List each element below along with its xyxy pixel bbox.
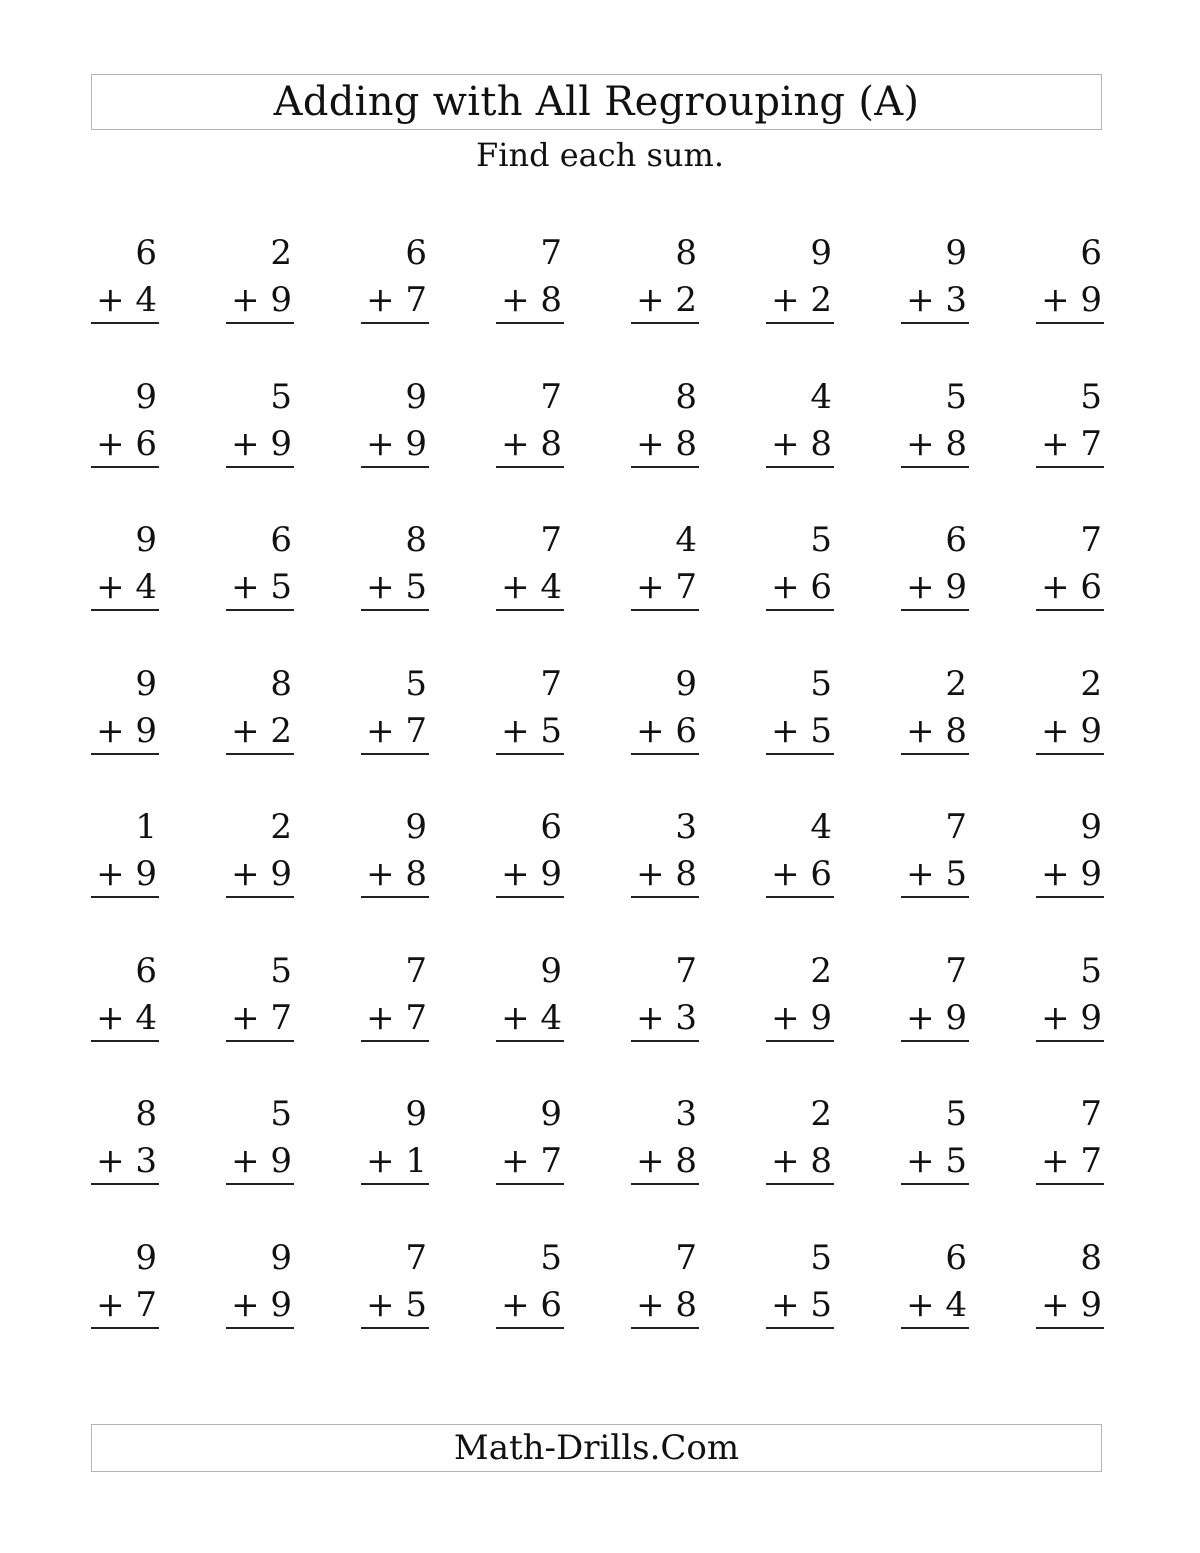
addend-top: 6 — [1080, 233, 1102, 273]
answer-line — [226, 322, 294, 324]
addend-top: 9 — [405, 807, 427, 847]
answer-line — [1036, 1040, 1104, 1042]
answer-line — [1036, 1183, 1104, 1185]
problem-r6-c3 — [361, 951, 429, 1044]
addend-bottom: + 7 — [1041, 1141, 1102, 1181]
problem-r6-c2 — [226, 951, 294, 1044]
addend-top: 2 — [945, 664, 967, 704]
addend-bottom: + 4 — [501, 567, 562, 607]
answer-line — [496, 753, 564, 755]
answer-line — [766, 322, 834, 324]
answer-line — [631, 322, 699, 324]
answer-line — [361, 609, 429, 611]
answer-line — [91, 609, 159, 611]
problem-r2-c6 — [766, 377, 834, 470]
problem-r5-c3 — [361, 807, 429, 900]
addend-bottom: + 8 — [906, 424, 967, 464]
addend-bottom: + 4 — [501, 998, 562, 1038]
addend-bottom: + 7 — [636, 567, 697, 607]
problem-r3-c1 — [91, 520, 159, 613]
addend-bottom: + 8 — [771, 424, 832, 464]
problem-r4-c6 — [766, 664, 834, 757]
addend-bottom: + 6 — [96, 424, 157, 464]
addend-bottom: + 9 — [1041, 711, 1102, 751]
problem-r1-c6 — [766, 233, 834, 326]
answer-line — [496, 466, 564, 468]
problem-r1-c2 — [226, 233, 294, 326]
problem-r3-c7 — [901, 520, 969, 613]
answer-line — [901, 322, 969, 324]
problem-r4-c2 — [226, 664, 294, 757]
problem-r8-c4 — [496, 1238, 564, 1331]
addend-top: 3 — [675, 1094, 697, 1134]
problem-r3-c3 — [361, 520, 429, 613]
problem-r5-c7 — [901, 807, 969, 900]
addend-top: 2 — [270, 233, 292, 273]
addend-bottom: + 5 — [906, 854, 967, 894]
answer-line — [226, 1040, 294, 1042]
addend-top: 9 — [270, 1238, 292, 1278]
answer-line — [1036, 1327, 1104, 1329]
addend-bottom: + 3 — [636, 998, 697, 1038]
addend-bottom: + 6 — [771, 854, 832, 894]
addend-bottom: + 9 — [231, 1141, 292, 1181]
addend-top: 7 — [1080, 520, 1102, 560]
addend-top: 5 — [270, 951, 292, 991]
answer-line — [901, 1183, 969, 1185]
problem-r5-c6 — [766, 807, 834, 900]
addend-top: 9 — [135, 664, 157, 704]
answer-line — [91, 896, 159, 898]
addend-top: 5 — [270, 377, 292, 417]
addend-top: 7 — [405, 1238, 427, 1278]
addend-bottom: + 9 — [96, 711, 157, 751]
addend-bottom: + 9 — [1041, 854, 1102, 894]
answer-line — [361, 1040, 429, 1042]
addend-top: 4 — [810, 807, 832, 847]
problem-r5-c5 — [631, 807, 699, 900]
problem-r1-c5 — [631, 233, 699, 326]
problem-r7-c3 — [361, 1094, 429, 1187]
addend-top: 8 — [1080, 1238, 1102, 1278]
addend-top: 6 — [270, 520, 292, 560]
problem-r7-c5 — [631, 1094, 699, 1187]
addend-top: 6 — [135, 233, 157, 273]
answer-line — [496, 1183, 564, 1185]
addend-top: 9 — [540, 1094, 562, 1134]
addend-top: 4 — [810, 377, 832, 417]
addend-top: 5 — [810, 520, 832, 560]
answer-line — [766, 753, 834, 755]
answer-line — [1036, 609, 1104, 611]
answer-line — [1036, 322, 1104, 324]
problem-r1-c3 — [361, 233, 429, 326]
addend-bottom: + 5 — [501, 711, 562, 751]
addend-bottom: + 5 — [366, 567, 427, 607]
answer-line — [496, 322, 564, 324]
answer-line — [1036, 466, 1104, 468]
addend-bottom: + 9 — [96, 854, 157, 894]
addend-bottom: + 5 — [771, 1285, 832, 1325]
problem-r8-c6 — [766, 1238, 834, 1331]
addend-bottom: + 6 — [636, 711, 697, 751]
addend-top: 7 — [945, 951, 967, 991]
addend-top: 2 — [810, 1094, 832, 1134]
addend-top: 9 — [135, 520, 157, 560]
addend-bottom: + 9 — [1041, 998, 1102, 1038]
addend-bottom: + 7 — [501, 1141, 562, 1181]
answer-line — [226, 896, 294, 898]
problem-r1-c8 — [1036, 233, 1104, 326]
addend-top: 8 — [675, 377, 697, 417]
addend-bottom: + 7 — [366, 280, 427, 320]
answer-line — [361, 896, 429, 898]
footer-box — [91, 1424, 1102, 1472]
addend-bottom: + 9 — [1041, 1285, 1102, 1325]
addend-top: 9 — [1080, 807, 1102, 847]
addend-top: 7 — [540, 664, 562, 704]
addend-bottom: + 6 — [501, 1285, 562, 1325]
answer-line — [91, 753, 159, 755]
problem-r4-c4 — [496, 664, 564, 757]
addend-bottom: + 9 — [231, 854, 292, 894]
addend-bottom: + 9 — [906, 567, 967, 607]
addend-bottom: + 6 — [771, 567, 832, 607]
addend-bottom: + 8 — [636, 424, 697, 464]
addend-top: 5 — [945, 1094, 967, 1134]
addend-bottom: + 7 — [366, 711, 427, 751]
problem-r3-c2 — [226, 520, 294, 613]
problem-r2-c3 — [361, 377, 429, 470]
addend-bottom: + 9 — [231, 424, 292, 464]
answer-line — [631, 1327, 699, 1329]
addend-top: 8 — [270, 664, 292, 704]
addend-bottom: + 7 — [1041, 424, 1102, 464]
answer-line — [1036, 896, 1104, 898]
addend-top: 5 — [1080, 951, 1102, 991]
answer-line — [766, 896, 834, 898]
answer-line — [766, 466, 834, 468]
footer-text: Math-Drills.Com — [453, 1428, 740, 1468]
answer-line — [226, 1327, 294, 1329]
addend-top: 5 — [270, 1094, 292, 1134]
addend-bottom: + 2 — [636, 280, 697, 320]
problem-r1-c4 — [496, 233, 564, 326]
addend-bottom: + 4 — [96, 567, 157, 607]
problem-r2-c7 — [901, 377, 969, 470]
problem-r3-c6 — [766, 520, 834, 613]
addend-bottom: + 9 — [231, 1285, 292, 1325]
answer-line — [91, 1183, 159, 1185]
problem-r8-c7 — [901, 1238, 969, 1331]
addend-bottom: + 7 — [96, 1285, 157, 1325]
answer-line — [766, 609, 834, 611]
addend-top: 9 — [405, 377, 427, 417]
addend-bottom: + 1 — [366, 1141, 427, 1181]
problem-r6-c7 — [901, 951, 969, 1044]
addend-bottom: + 4 — [96, 280, 157, 320]
answer-line — [361, 1183, 429, 1185]
answer-line — [496, 1040, 564, 1042]
addend-top: 7 — [945, 807, 967, 847]
problem-r8-c3 — [361, 1238, 429, 1331]
addend-bottom: + 5 — [906, 1141, 967, 1181]
page-title: Adding with All Regrouping (A) — [273, 79, 920, 125]
addend-bottom: + 8 — [636, 1141, 697, 1181]
problem-r4-c1 — [91, 664, 159, 757]
addend-top: 7 — [1080, 1094, 1102, 1134]
answer-line — [361, 1327, 429, 1329]
answer-line — [91, 1040, 159, 1042]
problem-r4-c3 — [361, 664, 429, 757]
addend-bottom: + 8 — [366, 854, 427, 894]
problem-r6-c1 — [91, 951, 159, 1044]
answer-line — [901, 609, 969, 611]
answer-line — [631, 1040, 699, 1042]
addend-top: 8 — [135, 1094, 157, 1134]
answer-line — [361, 322, 429, 324]
addend-top: 6 — [540, 807, 562, 847]
addend-bottom: + 3 — [906, 280, 967, 320]
addend-bottom: + 2 — [231, 711, 292, 751]
addend-bottom: + 7 — [231, 998, 292, 1038]
problem-r8-c2 — [226, 1238, 294, 1331]
answer-line — [631, 609, 699, 611]
answer-line — [361, 753, 429, 755]
problem-r2-c8 — [1036, 377, 1104, 470]
addend-top: 7 — [540, 520, 562, 560]
answer-line — [226, 466, 294, 468]
addend-top: 8 — [405, 520, 427, 560]
problem-r3-c4 — [496, 520, 564, 613]
addend-bottom: + 3 — [96, 1141, 157, 1181]
addend-top: 2 — [270, 807, 292, 847]
addend-bottom: + 8 — [636, 854, 697, 894]
problem-r1-c1 — [91, 233, 159, 326]
answer-line — [1036, 753, 1104, 755]
problem-r6-c5 — [631, 951, 699, 1044]
addend-top: 5 — [1080, 377, 1102, 417]
addend-bottom: + 4 — [906, 1285, 967, 1325]
addend-top: 7 — [405, 951, 427, 991]
addend-top: 4 — [675, 520, 697, 560]
addend-top: 5 — [810, 1238, 832, 1278]
problem-r7-c8 — [1036, 1094, 1104, 1187]
addend-top: 8 — [675, 233, 697, 273]
addend-top: 9 — [945, 233, 967, 273]
addend-bottom: + 9 — [906, 998, 967, 1038]
answer-line — [91, 466, 159, 468]
problem-r8-c5 — [631, 1238, 699, 1331]
addend-top: 5 — [540, 1238, 562, 1278]
addend-bottom: + 8 — [501, 424, 562, 464]
addend-top: 9 — [810, 233, 832, 273]
answer-line — [766, 1040, 834, 1042]
addend-top: 2 — [810, 951, 832, 991]
addend-bottom: + 5 — [771, 711, 832, 751]
addend-bottom: + 5 — [366, 1285, 427, 1325]
addend-top: 6 — [405, 233, 427, 273]
addend-bottom: + 8 — [906, 711, 967, 751]
problem-r1-c7 — [901, 233, 969, 326]
addend-bottom: + 6 — [1041, 567, 1102, 607]
answer-line — [496, 896, 564, 898]
problem-r8-c8 — [1036, 1238, 1104, 1331]
problem-r3-c5 — [631, 520, 699, 613]
answer-line — [91, 322, 159, 324]
addend-bottom: + 9 — [501, 854, 562, 894]
addend-bottom: + 8 — [501, 280, 562, 320]
addend-bottom: + 9 — [771, 998, 832, 1038]
addend-top: 6 — [945, 1238, 967, 1278]
addend-top: 5 — [810, 664, 832, 704]
addend-top: 3 — [675, 807, 697, 847]
answer-line — [901, 466, 969, 468]
answer-line — [631, 753, 699, 755]
problem-r2-c2 — [226, 377, 294, 470]
problem-r6-c6 — [766, 951, 834, 1044]
answer-line — [361, 466, 429, 468]
problem-r7-c2 — [226, 1094, 294, 1187]
problem-r6-c8 — [1036, 951, 1104, 1044]
addend-bottom: + 8 — [771, 1141, 832, 1181]
addend-top: 9 — [405, 1094, 427, 1134]
problem-r5-c2 — [226, 807, 294, 900]
problem-r7-c4 — [496, 1094, 564, 1187]
addend-top: 9 — [135, 1238, 157, 1278]
answer-line — [496, 609, 564, 611]
problem-r7-c1 — [91, 1094, 159, 1187]
problem-r4-c7 — [901, 664, 969, 757]
addend-top: 6 — [945, 520, 967, 560]
problem-r6-c4 — [496, 951, 564, 1044]
instructions: Find each sum. — [476, 136, 724, 174]
problem-r4-c8 — [1036, 664, 1104, 757]
answer-line — [901, 753, 969, 755]
addend-top: 9 — [540, 951, 562, 991]
addend-top: 7 — [540, 233, 562, 273]
addend-top: 9 — [135, 377, 157, 417]
addend-bottom: + 9 — [366, 424, 427, 464]
problem-r2-c4 — [496, 377, 564, 470]
answer-line — [496, 1327, 564, 1329]
addend-top: 6 — [135, 951, 157, 991]
answer-line — [631, 1183, 699, 1185]
answer-line — [631, 466, 699, 468]
addend-top: 5 — [405, 664, 427, 704]
addend-top: 7 — [675, 951, 697, 991]
addend-top: 9 — [675, 664, 697, 704]
addend-bottom: + 9 — [1041, 280, 1102, 320]
problem-r5-c4 — [496, 807, 564, 900]
addend-bottom: + 4 — [96, 998, 157, 1038]
problem-r7-c7 — [901, 1094, 969, 1187]
answer-line — [226, 609, 294, 611]
problem-r5-c8 — [1036, 807, 1104, 900]
answer-line — [766, 1183, 834, 1185]
addend-bottom: + 9 — [231, 280, 292, 320]
addend-bottom: + 5 — [231, 567, 292, 607]
answer-line — [901, 896, 969, 898]
problem-r8-c1 — [91, 1238, 159, 1331]
addend-bottom: + 7 — [366, 998, 427, 1038]
addend-top: 2 — [1080, 664, 1102, 704]
problem-r5-c1 — [91, 807, 159, 900]
addend-top: 1 — [135, 807, 157, 847]
problem-r3-c8 — [1036, 520, 1104, 613]
answer-line — [226, 753, 294, 755]
answer-line — [91, 1327, 159, 1329]
problem-r4-c5 — [631, 664, 699, 757]
addend-top: 5 — [945, 377, 967, 417]
answer-line — [766, 1327, 834, 1329]
problem-r2-c5 — [631, 377, 699, 470]
addend-top: 7 — [675, 1238, 697, 1278]
answer-line — [901, 1040, 969, 1042]
problem-r7-c6 — [766, 1094, 834, 1187]
addend-bottom: + 8 — [636, 1285, 697, 1325]
addend-bottom: + 2 — [771, 280, 832, 320]
answer-line — [226, 1183, 294, 1185]
answer-line — [631, 896, 699, 898]
problem-r2-c1 — [91, 377, 159, 470]
answer-line — [901, 1327, 969, 1329]
addend-top: 7 — [540, 377, 562, 417]
